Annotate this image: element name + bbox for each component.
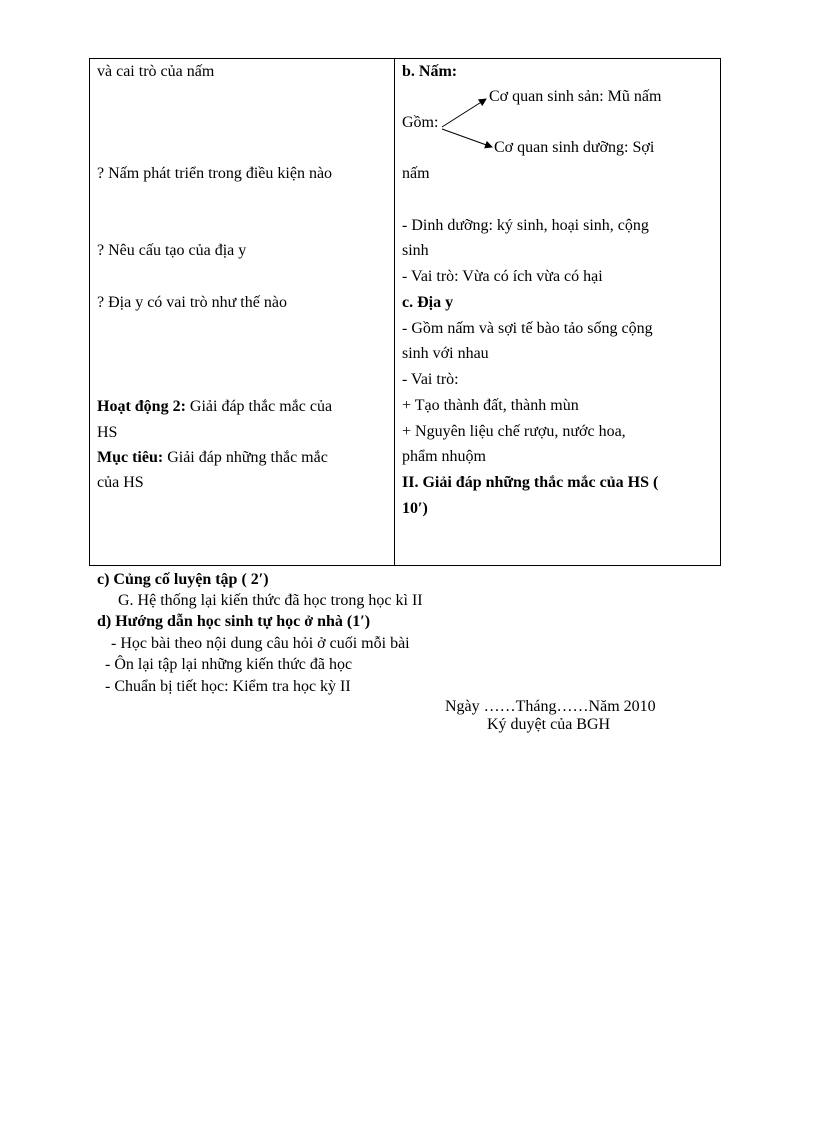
gom-label: Gồm: [402, 114, 439, 131]
lichen-line-5: + Nguyên liệu chế rượu, nước hoa, [402, 423, 626, 440]
section-ii-time: 10′) [402, 500, 428, 517]
activity-label: Hoạt động 2: [97, 398, 186, 415]
question-lichen-role: ? Địa y có vai trò như thế nào [97, 294, 287, 311]
nutrition-line-cont: sinh [402, 242, 429, 259]
branch-reproductive: Cơ quan sinh sản: Mũ nấm [489, 88, 662, 105]
fungi-role: - Vai trò: Vừa có ích vừa có hại [402, 268, 603, 285]
lichen-line-1: - Gồm nấm và sợi tế bào tảo sống cộng [402, 320, 653, 337]
homework-item-3: - Chuẩn bị tiết học: Kiểm tra học kỳ II [105, 678, 351, 695]
goal-text: Giải đáp những thắc mắc [163, 449, 328, 466]
section-c-title: c. Địa y [402, 294, 454, 311]
content-table [89, 58, 721, 566]
arrow-down [442, 129, 492, 147]
lichen-line-2: sinh với nhau [402, 345, 489, 362]
sign-approval: Ký duyệt của BGH [487, 716, 611, 733]
nutrition-line: - Dinh dưỡng: ký sinh, hoại sinh, cộng [402, 217, 649, 234]
section-b-title: b. Nấm: [402, 63, 458, 80]
left-line-role: và cai trò của nấm [97, 63, 215, 80]
activity-2-cont: HS [97, 424, 118, 441]
branch-vegetative: Cơ quan sinh dưỡng: Sợi [494, 139, 655, 156]
branch-vegetative-cont: nấm [402, 165, 430, 182]
homework-heading: d) Hướng dẫn học sinh tự học ở nhà (1′) [97, 613, 371, 630]
section-ii-title: II. Giải đáp những thắc mắc của HS ( [402, 474, 659, 491]
sign-date: Ngày ……Tháng……Năm 2010 [445, 698, 656, 715]
goal-label: Mục tiêu: [97, 449, 164, 466]
activity-text: Giải đáp thắc mắc của [185, 398, 333, 415]
question-conditions: ? Nấm phát triển trong điều kiện nào [97, 165, 333, 182]
consolidation-line: G. Hệ thống lại kiến thức đã học trong học kì II [118, 592, 423, 609]
consolidation-heading: c) Củng cố luyện tập ( 2′) [97, 571, 269, 588]
homework-item-1: - Học bài theo nội dung câu hỏi ở cuối mỗi bài [111, 635, 410, 652]
arrow-up [442, 99, 486, 127]
goal-cont: của HS [97, 474, 144, 491]
lichen-line-3: - Vai trò: [402, 371, 459, 388]
lichen-line-6: phẩm nhuộm [402, 448, 486, 465]
question-lichen-structure: ? Nêu cấu tạo của địa y [97, 242, 247, 259]
homework-item-2: - Ôn lại tập lại những kiến thức đã học [105, 656, 353, 673]
lichen-line-4: + Tạo thành đất, thành mùn [402, 397, 579, 414]
